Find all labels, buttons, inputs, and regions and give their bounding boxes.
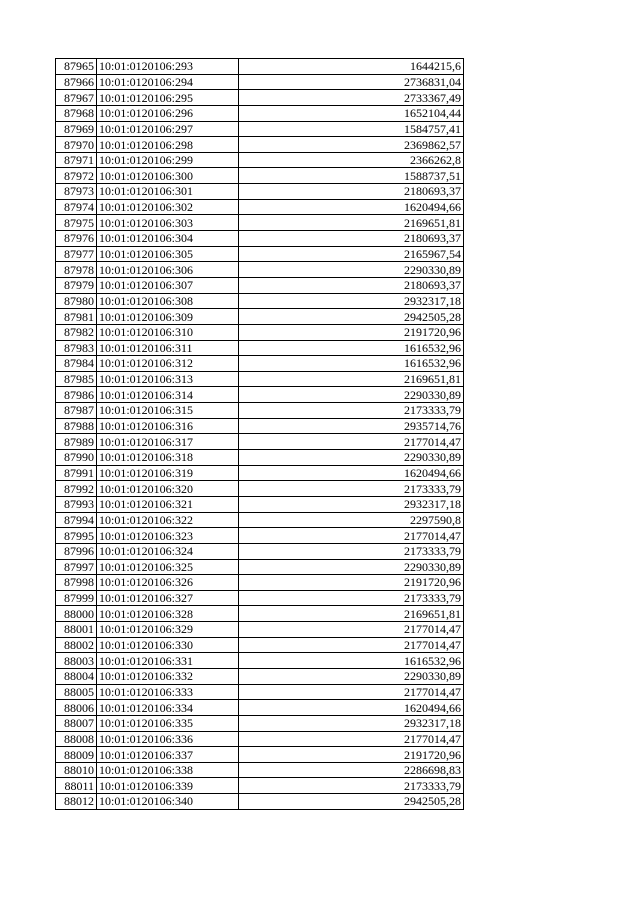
value-cell: 2290330,89 bbox=[239, 387, 464, 403]
cadastral-number-cell: 10:01:0120106:305 bbox=[97, 246, 239, 262]
value-cell: 2290330,89 bbox=[239, 262, 464, 278]
cadastral-number-cell: 10:01:0120106:316 bbox=[97, 418, 239, 434]
value-cell: 2177014,47 bbox=[239, 731, 464, 747]
cadastral-number-cell: 10:01:0120106:304 bbox=[97, 231, 239, 247]
data-table bbox=[55, 58, 464, 810]
table-row bbox=[56, 528, 464, 544]
table-row bbox=[56, 700, 464, 716]
cadastral-number-cell: 10:01:0120106:312 bbox=[97, 356, 239, 372]
row-number-cell: 87980 bbox=[56, 293, 97, 309]
row-number-cell: 87993 bbox=[56, 496, 97, 512]
row-number-cell: 88001 bbox=[56, 622, 97, 638]
row-number-cell: 87972 bbox=[56, 168, 97, 184]
value-cell: 2169651,81 bbox=[239, 371, 464, 387]
cadastral-number-cell: 10:01:0120106:296 bbox=[97, 105, 239, 121]
value-cell: 1652104,44 bbox=[239, 105, 464, 121]
value-cell: 2177014,47 bbox=[239, 622, 464, 638]
cadastral-number-cell: 10:01:0120106:332 bbox=[97, 668, 239, 684]
row-number-cell: 87998 bbox=[56, 575, 97, 591]
table-row bbox=[56, 90, 464, 106]
cadastral-number-cell: 10:01:0120106:315 bbox=[97, 403, 239, 419]
row-number-cell: 88006 bbox=[56, 700, 97, 716]
value-cell: 2932317,18 bbox=[239, 293, 464, 309]
table-row bbox=[56, 684, 464, 700]
table-row bbox=[56, 559, 464, 575]
value-cell: 2173333,79 bbox=[239, 481, 464, 497]
value-cell: 2366262,8 bbox=[239, 152, 464, 168]
table-row bbox=[56, 450, 464, 466]
row-number-cell: 87995 bbox=[56, 528, 97, 544]
value-cell: 1616532,96 bbox=[239, 356, 464, 372]
value-cell: 2177014,47 bbox=[239, 528, 464, 544]
row-number-cell: 87989 bbox=[56, 434, 97, 450]
cadastral-number-cell: 10:01:0120106:309 bbox=[97, 309, 239, 325]
cadastral-number-cell: 10:01:0120106:307 bbox=[97, 277, 239, 293]
value-cell: 1588737,51 bbox=[239, 168, 464, 184]
cadastral-number-cell: 10:01:0120106:313 bbox=[97, 371, 239, 387]
row-number-cell: 87966 bbox=[56, 74, 97, 90]
value-cell: 2169651,81 bbox=[239, 606, 464, 622]
table-row bbox=[56, 324, 464, 340]
cadastral-number-cell: 10:01:0120106:302 bbox=[97, 199, 239, 215]
table-row bbox=[56, 199, 464, 215]
table-row bbox=[56, 403, 464, 419]
cadastral-number-cell: 10:01:0120106:298 bbox=[97, 137, 239, 153]
value-cell: 2286698,83 bbox=[239, 762, 464, 778]
value-cell: 2191720,96 bbox=[239, 324, 464, 340]
cadastral-number-cell: 10:01:0120106:324 bbox=[97, 543, 239, 559]
cadastral-number-cell: 10:01:0120106:310 bbox=[97, 324, 239, 340]
cadastral-number-cell: 10:01:0120106:306 bbox=[97, 262, 239, 278]
value-cell: 2177014,47 bbox=[239, 684, 464, 700]
value-cell: 2173333,79 bbox=[239, 590, 464, 606]
cadastral-number-cell: 10:01:0120106:336 bbox=[97, 731, 239, 747]
value-cell: 2173333,79 bbox=[239, 403, 464, 419]
table-row bbox=[56, 575, 464, 591]
table-row bbox=[56, 356, 464, 372]
cadastral-number-cell: 10:01:0120106:319 bbox=[97, 465, 239, 481]
row-number-cell: 87997 bbox=[56, 559, 97, 575]
row-number-cell: 87999 bbox=[56, 590, 97, 606]
table-row bbox=[56, 622, 464, 638]
cadastral-number-cell: 10:01:0120106:327 bbox=[97, 590, 239, 606]
row-number-cell: 87984 bbox=[56, 356, 97, 372]
row-number-cell: 87978 bbox=[56, 262, 97, 278]
cadastral-number-cell: 10:01:0120106:339 bbox=[97, 778, 239, 794]
cadastral-number-cell: 10:01:0120106:331 bbox=[97, 653, 239, 669]
table-row bbox=[56, 215, 464, 231]
value-cell: 2942505,28 bbox=[239, 309, 464, 325]
cadastral-number-cell: 10:01:0120106:323 bbox=[97, 528, 239, 544]
table-row bbox=[56, 184, 464, 200]
table-row bbox=[56, 434, 464, 450]
row-number-cell: 87971 bbox=[56, 152, 97, 168]
row-number-cell: 87970 bbox=[56, 137, 97, 153]
row-number-cell: 87969 bbox=[56, 121, 97, 137]
cadastral-number-cell: 10:01:0120106:317 bbox=[97, 434, 239, 450]
table-row bbox=[56, 371, 464, 387]
value-cell: 2736831,04 bbox=[239, 74, 464, 90]
cadastral-number-cell: 10:01:0120106:299 bbox=[97, 152, 239, 168]
table-row bbox=[56, 747, 464, 763]
table-row bbox=[56, 512, 464, 528]
value-cell: 2165967,54 bbox=[239, 246, 464, 262]
cadastral-number-cell: 10:01:0120106:321 bbox=[97, 496, 239, 512]
table-row bbox=[56, 606, 464, 622]
cadastral-number-cell: 10:01:0120106:337 bbox=[97, 747, 239, 763]
cadastral-number-cell: 10:01:0120106:326 bbox=[97, 575, 239, 591]
row-number-cell: 88004 bbox=[56, 668, 97, 684]
row-number-cell: 88000 bbox=[56, 606, 97, 622]
cadastral-number-cell: 10:01:0120106:333 bbox=[97, 684, 239, 700]
table-row bbox=[56, 731, 464, 747]
value-cell: 2180693,37 bbox=[239, 184, 464, 200]
value-cell: 2369862,57 bbox=[239, 137, 464, 153]
row-number-cell: 87986 bbox=[56, 387, 97, 403]
table-row bbox=[56, 152, 464, 168]
value-cell: 1616532,96 bbox=[239, 653, 464, 669]
value-cell: 1644215,6 bbox=[239, 59, 464, 75]
table-row bbox=[56, 293, 464, 309]
table-row bbox=[56, 637, 464, 653]
row-number-cell: 87991 bbox=[56, 465, 97, 481]
table-row bbox=[56, 794, 464, 810]
value-cell: 1616532,96 bbox=[239, 340, 464, 356]
row-number-cell: 88010 bbox=[56, 762, 97, 778]
table-row bbox=[56, 168, 464, 184]
row-number-cell: 87976 bbox=[56, 231, 97, 247]
cadastral-number-cell: 10:01:0120106:297 bbox=[97, 121, 239, 137]
table-row bbox=[56, 340, 464, 356]
table-row bbox=[56, 762, 464, 778]
table-row bbox=[56, 590, 464, 606]
table-row bbox=[56, 668, 464, 684]
value-cell: 2290330,89 bbox=[239, 668, 464, 684]
value-cell: 2177014,47 bbox=[239, 434, 464, 450]
value-cell: 2191720,96 bbox=[239, 747, 464, 763]
table-row bbox=[56, 496, 464, 512]
cadastral-number-cell: 10:01:0120106:322 bbox=[97, 512, 239, 528]
table-row bbox=[56, 418, 464, 434]
row-number-cell: 88003 bbox=[56, 653, 97, 669]
table-row bbox=[56, 465, 464, 481]
cadastral-number-cell: 10:01:0120106:300 bbox=[97, 168, 239, 184]
table-row bbox=[56, 653, 464, 669]
cadastral-number-cell: 10:01:0120106:320 bbox=[97, 481, 239, 497]
value-cell: 2180693,37 bbox=[239, 231, 464, 247]
cadastral-number-cell: 10:01:0120106:340 bbox=[97, 794, 239, 810]
row-number-cell: 87990 bbox=[56, 450, 97, 466]
value-cell: 2932317,18 bbox=[239, 496, 464, 512]
value-cell: 2173333,79 bbox=[239, 543, 464, 559]
cadastral-number-cell: 10:01:0120106:325 bbox=[97, 559, 239, 575]
row-number-cell: 87988 bbox=[56, 418, 97, 434]
row-number-cell: 87996 bbox=[56, 543, 97, 559]
table-row bbox=[56, 481, 464, 497]
table-row bbox=[56, 543, 464, 559]
table-row bbox=[56, 778, 464, 794]
table-row bbox=[56, 715, 464, 731]
row-number-cell: 87975 bbox=[56, 215, 97, 231]
row-number-cell: 87977 bbox=[56, 246, 97, 262]
value-cell: 2290330,89 bbox=[239, 559, 464, 575]
cadastral-number-cell: 10:01:0120106:329 bbox=[97, 622, 239, 638]
row-number-cell: 87987 bbox=[56, 403, 97, 419]
value-cell: 2932317,18 bbox=[239, 715, 464, 731]
row-number-cell: 87979 bbox=[56, 277, 97, 293]
value-cell: 2177014,47 bbox=[239, 637, 464, 653]
row-number-cell: 88009 bbox=[56, 747, 97, 763]
table-row bbox=[56, 277, 464, 293]
value-cell: 1620494,66 bbox=[239, 700, 464, 716]
row-number-cell: 87967 bbox=[56, 90, 97, 106]
row-number-cell: 88005 bbox=[56, 684, 97, 700]
value-cell: 2935714,76 bbox=[239, 418, 464, 434]
value-cell: 1584757,41 bbox=[239, 121, 464, 137]
row-number-cell: 88011 bbox=[56, 778, 97, 794]
row-number-cell: 87973 bbox=[56, 184, 97, 200]
cadastral-number-cell: 10:01:0120106:328 bbox=[97, 606, 239, 622]
table-row bbox=[56, 309, 464, 325]
cadastral-number-cell: 10:01:0120106:334 bbox=[97, 700, 239, 716]
row-number-cell: 88007 bbox=[56, 715, 97, 731]
cadastral-number-cell: 10:01:0120106:311 bbox=[97, 340, 239, 356]
value-cell: 2173333,79 bbox=[239, 778, 464, 794]
value-cell: 1620494,66 bbox=[239, 465, 464, 481]
value-cell: 2191720,96 bbox=[239, 575, 464, 591]
table-row bbox=[56, 387, 464, 403]
table-body bbox=[56, 59, 464, 810]
row-number-cell: 87983 bbox=[56, 340, 97, 356]
row-number-cell: 87974 bbox=[56, 199, 97, 215]
value-cell: 2180693,37 bbox=[239, 277, 464, 293]
value-cell: 2169651,81 bbox=[239, 215, 464, 231]
value-cell: 2942505,28 bbox=[239, 794, 464, 810]
value-cell: 2297590,8 bbox=[239, 512, 464, 528]
cadastral-number-cell: 10:01:0120106:338 bbox=[97, 762, 239, 778]
value-cell: 2290330,89 bbox=[239, 450, 464, 466]
table-row bbox=[56, 121, 464, 137]
cadastral-number-cell: 10:01:0120106:294 bbox=[97, 74, 239, 90]
row-number-cell: 87982 bbox=[56, 324, 97, 340]
cadastral-number-cell: 10:01:0120106:303 bbox=[97, 215, 239, 231]
row-number-cell: 87968 bbox=[56, 105, 97, 121]
row-number-cell: 87992 bbox=[56, 481, 97, 497]
table-row bbox=[56, 137, 464, 153]
value-cell: 2733367,49 bbox=[239, 90, 464, 106]
row-number-cell: 88012 bbox=[56, 794, 97, 810]
cadastral-number-cell: 10:01:0120106:295 bbox=[97, 90, 239, 106]
table-row bbox=[56, 74, 464, 90]
cadastral-number-cell: 10:01:0120106:330 bbox=[97, 637, 239, 653]
cadastral-number-cell: 10:01:0120106:293 bbox=[97, 59, 239, 75]
row-number-cell: 87981 bbox=[56, 309, 97, 325]
row-number-cell: 87965 bbox=[56, 59, 97, 75]
table-row bbox=[56, 262, 464, 278]
table-row bbox=[56, 105, 464, 121]
row-number-cell: 87985 bbox=[56, 371, 97, 387]
table-row bbox=[56, 59, 464, 75]
row-number-cell: 88002 bbox=[56, 637, 97, 653]
cadastral-number-cell: 10:01:0120106:308 bbox=[97, 293, 239, 309]
table-row bbox=[56, 231, 464, 247]
row-number-cell: 87994 bbox=[56, 512, 97, 528]
cadastral-number-cell: 10:01:0120106:314 bbox=[97, 387, 239, 403]
cadastral-number-cell: 10:01:0120106:301 bbox=[97, 184, 239, 200]
value-cell: 1620494,66 bbox=[239, 199, 464, 215]
table-row bbox=[56, 246, 464, 262]
cadastral-number-cell: 10:01:0120106:335 bbox=[97, 715, 239, 731]
cadastral-number-cell: 10:01:0120106:318 bbox=[97, 450, 239, 466]
row-number-cell: 88008 bbox=[56, 731, 97, 747]
